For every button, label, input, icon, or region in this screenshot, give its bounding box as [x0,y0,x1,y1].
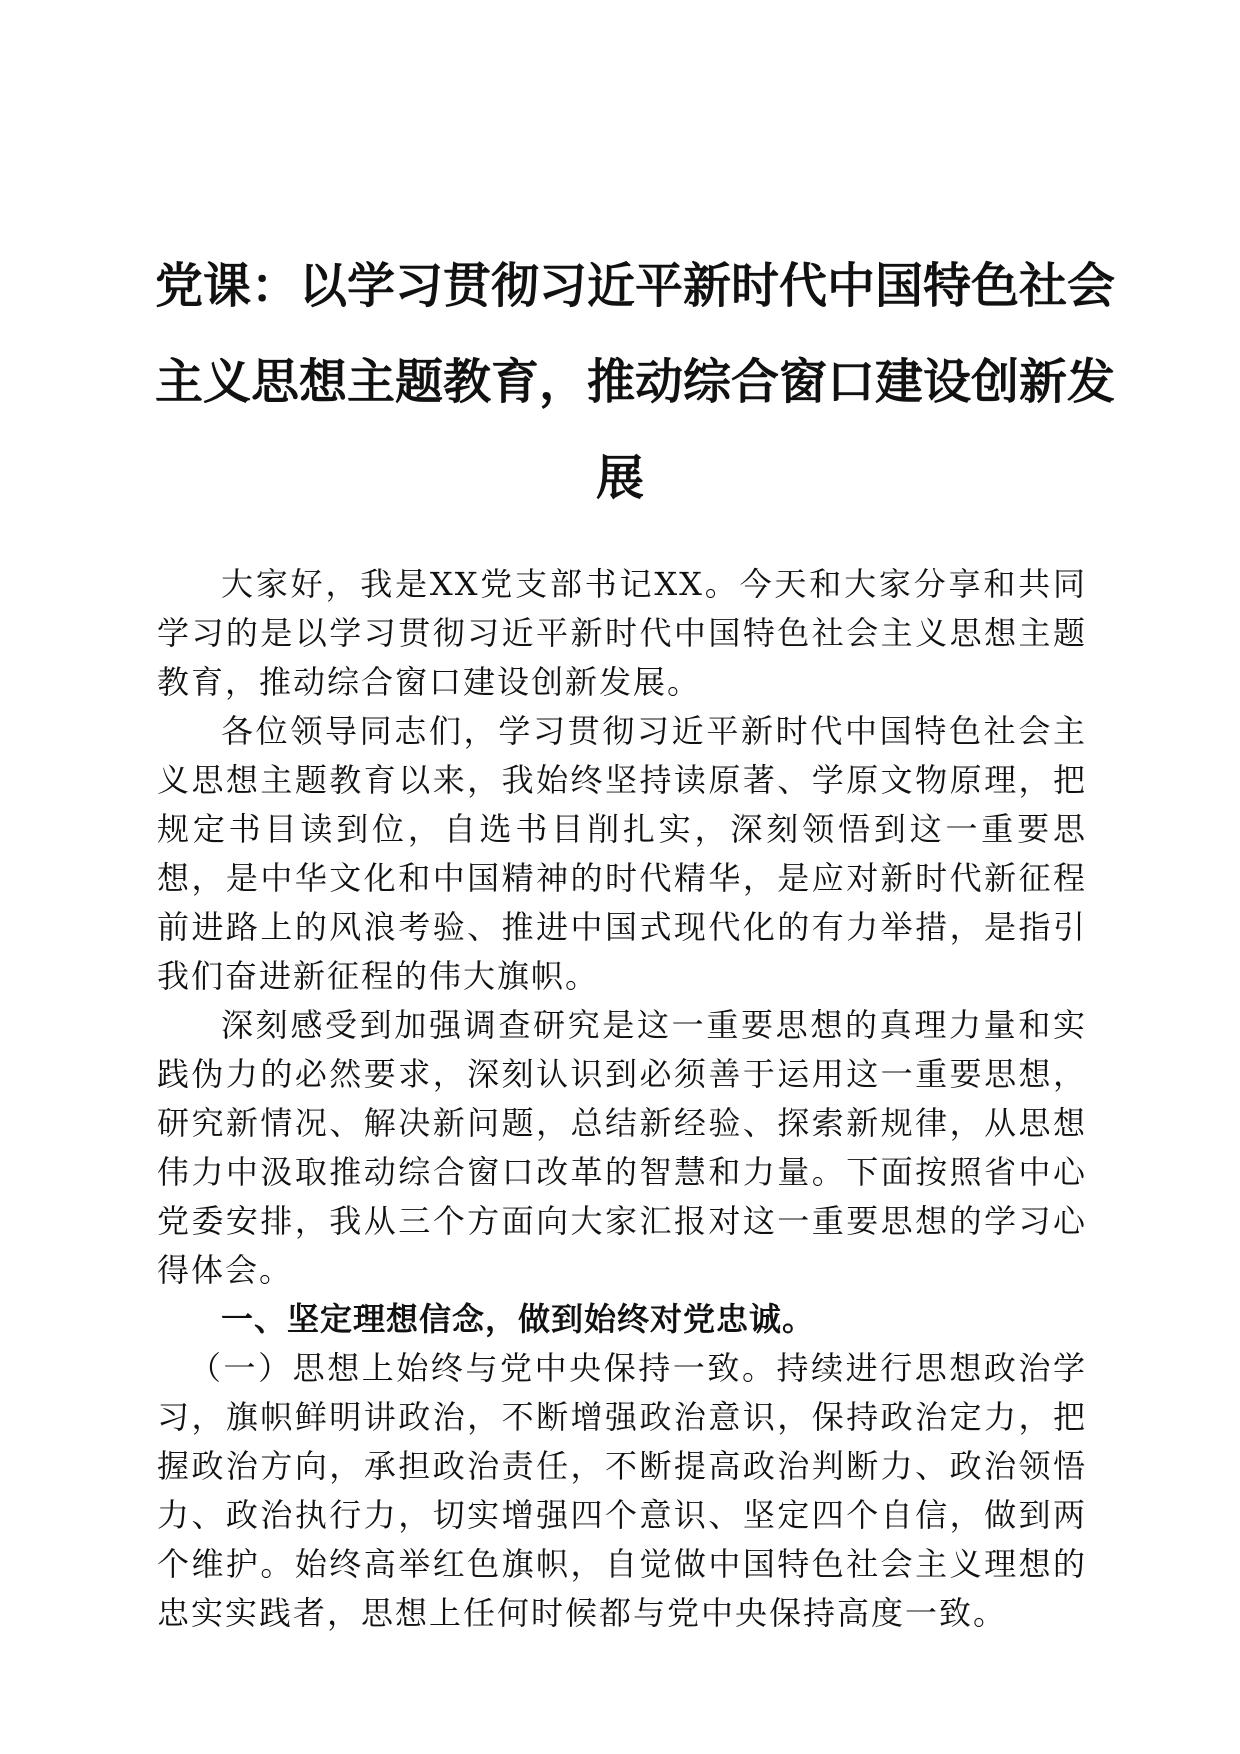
section-heading: 一、坚定理想信念，做到始终对党忠诚。 [221,1300,816,1338]
title-line: 主义思想主题教育，推动综合窗口建设创新发 [155,354,1116,410]
document-body [157,560,1087,1638]
body-paragraph: 大家好，我是XX党支部书记XX。今天和大家分享和共同学习的是以学习贯彻习近平新时代中国特色社会主义思想主题教育，推动综合窗口建设创新发展。 [157,565,1087,701]
body-paragraph: 各位领导同志们，学习贯彻习近平新时代中国特色社会主义思想主题教育以来，我始终坚持读原著、学原文物原理，把规定书目读到位，自选书目削扎实，深刻领悟到这一重要思想，是中华文化和中国精神的时代精华，是应对新时代新征程前进路上的风浪考验、推进中国式现代化的有力举措，是指引我们奋进新征程的伟大旗帜。 [157,712,1087,995]
body-paragraph: 深刻感受到加强调查研究是这一重要思想的真理力量和实践伪力的必然要求，深刻认识到必须善于运用这一重要思想，研究新情况、解决新问题，总结新经验、探索新规律，从思想伟力中汲取推动综合窗口改革的智慧和力量。下面按照省中心党委安排，我从三个方面向大家汇报对这一重要思想的学习心得体会。 [157,1006,1087,1289]
document-title [155,238,1116,526]
title-line: 展 [595,450,644,506]
title-line: 党课：以学习贯彻习近平新时代中国特色社会 [155,258,1116,314]
subsection-paragraph: （一）思想上始终与党中央保持一致。持续进行思想政治学习，旗帜鲜明讲政治，不断增强政治意识，保持政治定力，把握政治方向，承担政治责任，不断提高政治判断力、政治领悟力、政治执行力，切实增强四个意识、坚定四个自信，做到两个维护。始终高举红色旗帜，自觉做中国特色社会主义理想的忠实实践者，思想上任何时候都与党中央保持高度一致。 [157,1349,1087,1632]
